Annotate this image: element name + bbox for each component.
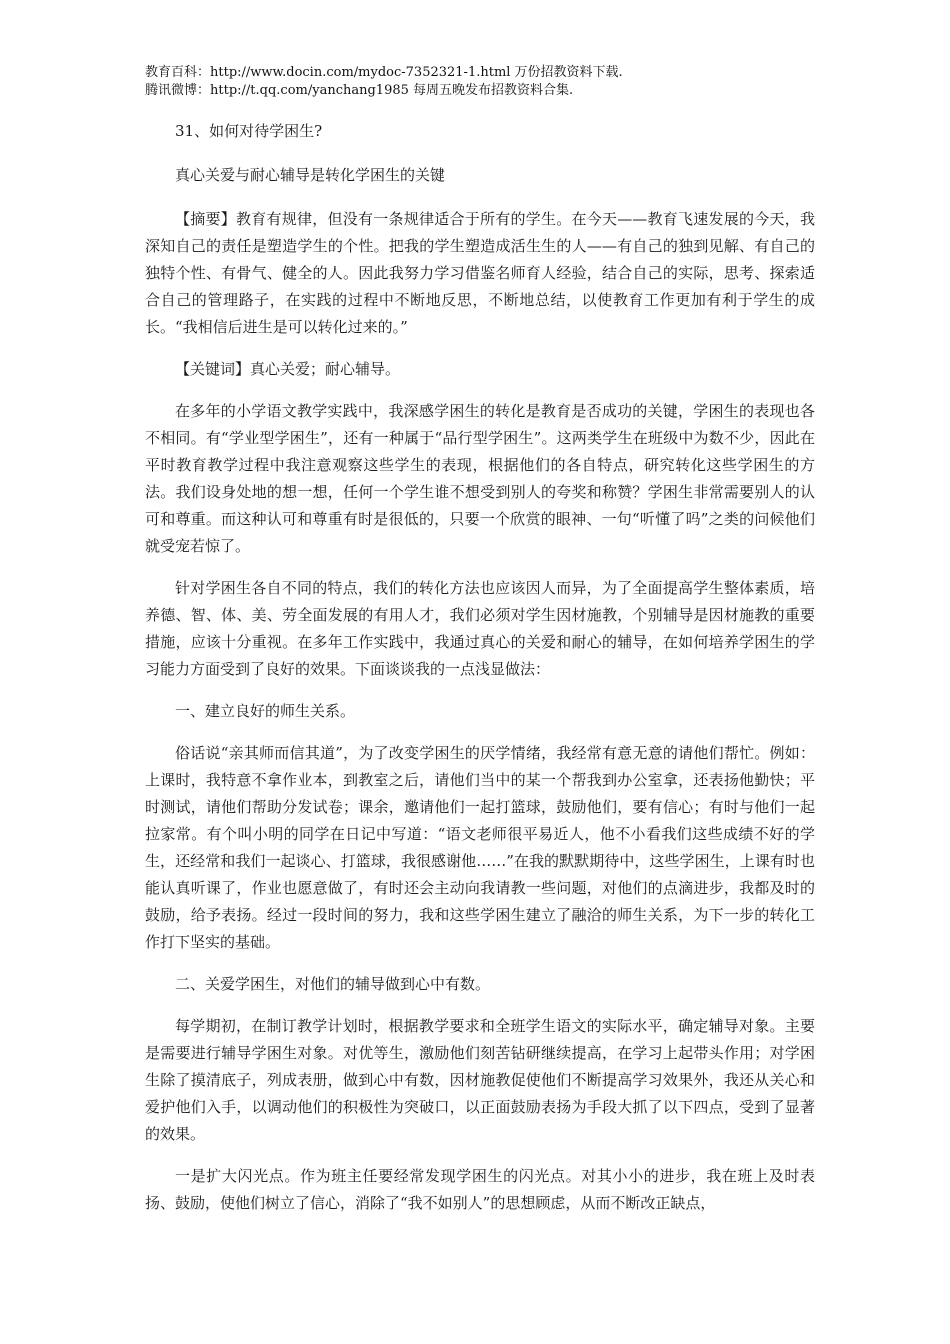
body-paragraph-5: 一是扩大闪光点。作为班主任要经常发现学困生的闪光点。对其小小的进步，我在班上及时表扬、鼓励，使他们树立了信心，消除了“我不如别人”的思想顾虑，从而不断改正缺点， xyxy=(145,1167,815,1212)
article-title: 真心关爱与耐心辅导是转化学困生的关键 xyxy=(175,166,446,184)
section-heading-1: 一、建立良好的师生关系。 xyxy=(175,702,356,720)
page-header xyxy=(145,64,623,100)
header-line-docin: 教育百科：http://www.docin.com/mydoc-7352321-1.html 万份招教资料下载. xyxy=(145,65,623,80)
body-paragraph-2: 针对学困生各自不同的特点，我们的转化方法也应该因人而异，为了全面提高学生整体素质，培养德、智、体、美、劳全面发展的有用人才，我们必须对学生因材施教，个别辅导是因材施教的重要措施，应该十分重视。在多年工作实践中，我通过真心的关爱和耐心的辅导，在如何培养学困生的学习能力方面受到了良好的效果。下面谈谈我的一点浅显做法： xyxy=(145,579,815,678)
question-heading: 31、如何对待学困生? xyxy=(175,122,323,140)
header-line-weibo: 腾讯微博：http://t.qq.com/yanchang1985 每周五晚发布招教资料合集. xyxy=(145,83,574,98)
body-paragraph-3: 俗话说“亲其师而信其道”，为了改变学困生的厌学情绪，我经常有意无意的请他们帮忙。例如：上课时，我特意不拿作业本，到教室之后，请他们当中的某一个帮我到办公室拿，还表扬他勤快；平时测试，请他们帮助分发试卷；课余，邀请他们一起打篮球，鼓励他们，要有信心；有时与他们一起拉家常。有个叫小明的同学在日记中写道：“语文老师很平易近人，他不小看我们这些成绩不好的学生，还经常和我们一起谈心、打篮球，我很感谢他……”在我的默默期待中，这些学困生，上课有时也能认真听课了，作业也愿意做了，有时还会主动向我请教一些问题，对他们的点滴进步，我都及时的鼓励，给予表扬。经过一段时间的努力，我和这些学困生建立了融洽的师生关系，为下一步的转化工作打下坚实的基础。 xyxy=(145,744,815,951)
document-body xyxy=(145,118,815,1217)
body-paragraph-1: 在多年的小学语文教学实践中，我深感学困生的转化是教育是否成功的关键，学困生的表现也各不相同。有“学业型学困生”，还有一种属于“品行型学困生”。这两类学生在班级中为数不少，因此在平时教育教学过程中我注意观察这些学生的表现，根据他们的各自特点，研究转化这些学困生的方法。我们设身处地的想一想，任何一个学生谁不想受到别人的夸奖和称赞？学困生非常需要别人的认可和尊重。而这种认可和尊重有时是很低的，只要一个欣赏的眼神、一句“听懂了吗”之类的问候他们就受宠若惊了。 xyxy=(145,402,815,555)
abstract-paragraph: 【摘要】教育有规律，但没有一条规律适合于所有的学生。在今天——教育飞速发展的今天，我深知自己的责任是塑造学生的个性。把我的学生塑造成活生生的人——有自己的独到见解、有自己的独特个性、有骨气、健全的人。因此我努力学习借鉴名师育人经验，结合自己的实际，思考、探索适合自己的管理路子，在实践的过程中不断地反思，不断地总结，以使教育工作更加有利于学生的成长。“我相信后进生是可以转化过来的。” xyxy=(145,210,815,336)
keywords-paragraph: 【关键词】真心关爱；耐心辅导。 xyxy=(175,360,401,378)
section-heading-2: 二、关爱学困生，对他们的辅导做到心中有数。 xyxy=(175,975,491,993)
body-paragraph-4: 每学期初，在制订教学计划时，根据教学要求和全班学生语文的实际水平，确定辅导对象。主要是需要进行辅导学困生对象。对优等生，激励他们刻苦钻研继续提高，在学习上起带头作用；对学困生除了摸清底子，列成表册，做到心中有数，因材施教促使他们不断提高学习效果外，我还从关心和爱护他们入手，以调动他们的积极性为突破口，以正面鼓励表扬为手段大抓了以下四点，受到了显著的效果。 xyxy=(145,1017,815,1143)
